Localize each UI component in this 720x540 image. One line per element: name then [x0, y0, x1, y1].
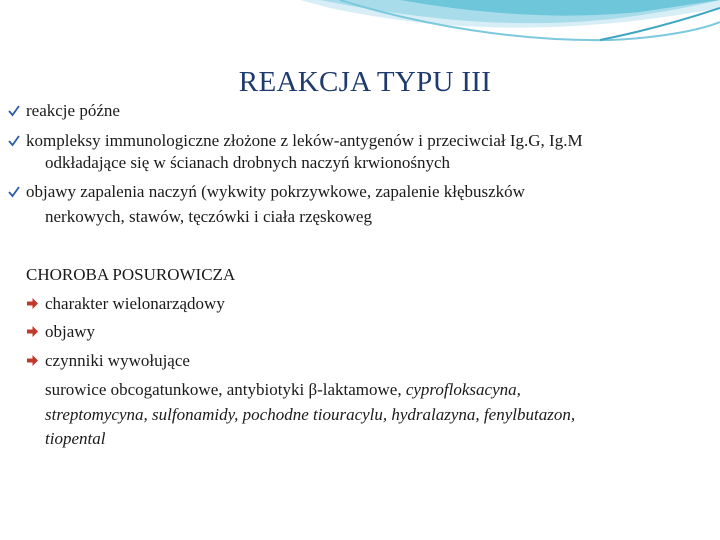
- arrow-right-icon: [26, 325, 39, 338]
- arrow-item-multiorgan: charakter wielonarządowy: [45, 294, 225, 313]
- causes-italic-text: cyprofloksacyna,: [405, 380, 521, 399]
- arrow-item-triggers: czynniki wywołujące: [45, 351, 190, 370]
- header-wave-decoration: [0, 0, 720, 60]
- bullet-late-reactions: reakcje późne: [26, 101, 120, 120]
- arrow-right-icon: [26, 297, 39, 310]
- slide-title: REAKCJA TYPU III: [238, 66, 492, 98]
- arrow-item-symptoms: objawy: [45, 322, 96, 341]
- causes-plain-text: surowice obcogatunkowe, antybiotyki β-laktamowe,: [45, 380, 406, 399]
- check-icon: [7, 104, 21, 118]
- bullet-immune-complexes: kompleksy immunologiczne złożone z leków-antygenów i przeciwciał Ig.G, Ig.M: [26, 131, 583, 150]
- arrow-right-icon: [26, 354, 39, 367]
- causes-line-1: [45, 379, 521, 401]
- section-heading: CHOROBA POSUROWICZA: [26, 265, 236, 284]
- check-icon: [7, 185, 21, 199]
- bullet-immune-complexes-cont: odkładające się w ścianach drobnych naczyń krwionośnych: [45, 153, 451, 172]
- causes-line-2: streptomycyna, sulfonamidy, pochodne tiouracylu, hydralazyna, fenylbutazon,: [45, 405, 576, 424]
- bullet-vasculitis-symptoms-cont: nerkowych, stawów, tęczówki i ciała rzęskoweg: [45, 207, 372, 226]
- causes-line-3: tiopental: [45, 429, 106, 448]
- bullet-vasculitis-symptoms: objawy zapalenia naczyń (wykwity pokrzywkowe, zapalenie kłębuszków: [26, 182, 525, 201]
- check-icon: [7, 134, 21, 148]
